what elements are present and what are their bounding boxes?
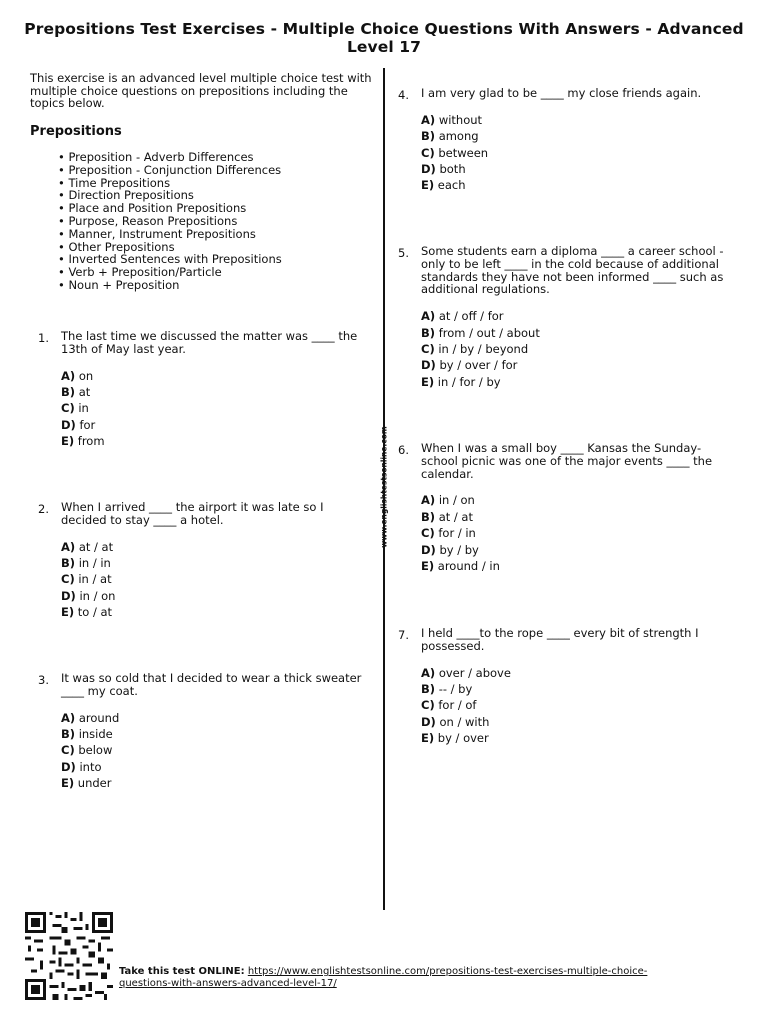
option-letter: A): [61, 368, 76, 383]
option-text: on: [78, 368, 94, 383]
option[interactable]: [421, 714, 726, 730]
question-5: [398, 244, 726, 390]
option-letter: A): [421, 665, 436, 680]
option-letter: C): [61, 743, 75, 758]
option-text: below: [78, 743, 113, 758]
option-letter: D): [61, 759, 76, 774]
option[interactable]: [61, 384, 366, 400]
option-text: on / with: [439, 714, 490, 729]
option[interactable]: [421, 112, 726, 128]
option-letter: A): [61, 710, 76, 725]
option[interactable]: [421, 730, 726, 746]
option-letter: B): [61, 556, 76, 570]
option[interactable]: [61, 400, 366, 416]
question-7: [398, 626, 726, 747]
option-text: each: [437, 178, 466, 193]
option-letter: B): [421, 509, 436, 524]
question-number: 6.: [398, 443, 409, 457]
option-text: in / in: [78, 556, 111, 570]
option-text: at / off / for: [438, 309, 504, 324]
option-letter: E): [61, 434, 75, 449]
option[interactable]: [421, 542, 726, 558]
option[interactable]: [421, 177, 726, 193]
option-text: among: [438, 129, 479, 144]
option-letter: C): [421, 698, 435, 713]
option[interactable]: [421, 145, 726, 161]
topics-list: [58, 151, 282, 292]
test-url-link[interactable]: https://www.englishtestsonline.com/prepositions-test-exercises-multiple-choice-questions-with-answers-advanced-level-17/: [119, 966, 648, 989]
option-text: in: [78, 401, 89, 416]
option[interactable]: [61, 539, 366, 555]
option-text: in / on: [79, 588, 116, 603]
option-text: at / at: [78, 539, 114, 554]
option-letter: D): [421, 162, 436, 177]
option-text: in / on: [438, 493, 475, 508]
option-letter: E): [61, 776, 75, 791]
option-letter: E): [421, 374, 435, 389]
question-3: [38, 671, 366, 792]
option-letter: B): [421, 325, 436, 340]
option[interactable]: [421, 357, 726, 373]
topic-item: • Place and Position Prepositions: [58, 202, 282, 215]
footer-label: Take this test ONLINE:: [119, 966, 245, 977]
option-letter: C): [421, 526, 435, 541]
option-letter: A): [421, 309, 436, 324]
topic-item: • Time Prepositions: [58, 177, 282, 190]
option[interactable]: [421, 525, 726, 541]
option[interactable]: [421, 308, 726, 324]
options-list: [61, 710, 366, 792]
option[interactable]: [61, 759, 366, 775]
option-letter: C): [421, 145, 435, 160]
question-2: [38, 500, 366, 621]
option[interactable]: [421, 128, 726, 144]
option-text: into: [79, 759, 102, 774]
topic-item: • Noun + Preposition: [58, 279, 282, 292]
topic-item: • Direction Prepositions: [58, 189, 282, 202]
option[interactable]: [421, 492, 726, 508]
option-text: at: [78, 385, 91, 399]
option-letter: C): [61, 572, 75, 587]
topic-item: • Other Prepositions: [58, 241, 282, 254]
option[interactable]: [421, 341, 726, 357]
option[interactable]: [61, 710, 366, 726]
question-number: 2.: [38, 502, 49, 516]
option-letter: E): [421, 731, 435, 746]
option-text: under: [77, 776, 112, 791]
question-text: I am very glad to be ____ my close friends again.: [421, 86, 702, 100]
topic-item: • Purpose, Reason Prepositions: [58, 215, 282, 228]
option-letter: C): [61, 401, 75, 416]
options-list: [61, 539, 366, 621]
option-text: -- / by: [438, 682, 473, 696]
option[interactable]: [421, 374, 726, 390]
option-letter: E): [421, 178, 435, 193]
option-letter: C): [421, 342, 435, 356]
option-text: by / over / for: [439, 358, 518, 373]
topics-heading: Prepositions: [30, 124, 122, 139]
option-letter: A): [61, 539, 76, 554]
options-list: [421, 308, 726, 390]
question-number: 3.: [38, 673, 49, 687]
option[interactable]: [61, 368, 366, 384]
option-letter: D): [421, 542, 436, 557]
option-letter: D): [61, 588, 76, 603]
option-text: from / out / about: [438, 325, 540, 340]
question-6: [398, 441, 726, 574]
question-number: 1.: [38, 331, 49, 345]
question-text: When I was a small boy ____ Kansas the Sunday-school picnic was one of the major events ____ the calendar.: [421, 441, 713, 481]
question-text: The last time we discussed the matter was ____ the 13th of May last year.: [61, 329, 358, 356]
option-text: for / in: [438, 526, 476, 541]
option-text: around: [78, 710, 120, 725]
option[interactable]: [421, 509, 726, 525]
question-text: I held ____to the rope ____ every bit of strength I possessed.: [421, 626, 699, 653]
option-text: to / at: [77, 605, 113, 620]
option-letter: A): [421, 112, 436, 127]
option-text: both: [439, 162, 466, 177]
option-text: over / above: [438, 665, 511, 680]
options-list: [421, 665, 726, 747]
option[interactable]: [421, 558, 726, 574]
intro-text: This exercise is an advanced level multiple choice test with multiple choice questions on prepositions including the topics below.: [30, 71, 372, 110]
option-letter: B): [421, 682, 436, 696]
footer-online-link: [119, 966, 679, 990]
site-watermark: www.englishtestsonline.com: [379, 426, 389, 548]
options-list: [421, 492, 726, 574]
option-letter: E): [421, 559, 435, 574]
option[interactable]: [61, 571, 366, 587]
option-text: in / at: [78, 572, 112, 587]
qr-code-icon: [25, 912, 113, 1000]
option-letter: E): [61, 605, 75, 620]
options-list: [421, 112, 726, 194]
page-title: Prepositions Test Exercises - Multiple Choice Questions With Answers - Advanced Level 17: [24, 20, 744, 56]
question-number: 4.: [398, 88, 409, 102]
question-number: 7.: [398, 628, 409, 642]
option[interactable]: [61, 588, 366, 604]
option[interactable]: [61, 775, 366, 791]
option-letter: D): [421, 358, 436, 373]
option-text: around / in: [437, 559, 500, 574]
option-text: by / over: [437, 731, 489, 746]
question-number: 5.: [398, 246, 409, 260]
option[interactable]: [61, 555, 366, 571]
question-text: When I arrived ____ the airport it was late so I decided to stay ____ a hotel.: [61, 500, 324, 527]
option-letter: D): [61, 417, 76, 432]
option-text: for / of: [438, 698, 477, 713]
option[interactable]: [421, 665, 726, 681]
option-text: at / at: [438, 509, 473, 524]
question-text: It was so cold that I decided to wear a thick sweater ____ my coat.: [61, 671, 362, 698]
question-4: [398, 86, 726, 194]
option-text: without: [438, 112, 483, 127]
option-text: inside: [78, 727, 113, 741]
option-text: for: [79, 417, 96, 432]
option-letter: B): [421, 129, 436, 144]
option-letter: A): [421, 493, 436, 508]
option-text: by / by: [439, 542, 479, 557]
option[interactable]: [421, 325, 726, 341]
topic-item: • Inverted Sentences with Prepositions: [58, 253, 282, 266]
topic-item: • Preposition - Conjunction Differences: [58, 164, 282, 177]
option-letter: D): [421, 714, 436, 729]
option-text: between: [438, 145, 489, 160]
option[interactable]: [421, 681, 726, 697]
question-text: Some students earn a diploma ____ a career school - only to be left ____ in the cold because of additional standards they have not been informed ____ such as additional regulations.: [421, 244, 724, 297]
topic-item: • Manner, Instrument Prepositions: [58, 228, 282, 241]
option-letter: B): [61, 727, 76, 741]
option-text: in / by / beyond: [438, 342, 529, 356]
option[interactable]: [61, 726, 366, 742]
options-list: [61, 368, 366, 450]
option-text: from: [77, 434, 105, 449]
option-letter: B): [61, 385, 76, 399]
option[interactable]: [421, 697, 726, 713]
option[interactable]: [61, 742, 366, 758]
topic-item: • Verb + Preposition/Particle: [58, 266, 282, 279]
topic-item: • Preposition - Adverb Differences: [58, 151, 282, 164]
option[interactable]: [61, 604, 366, 620]
option[interactable]: [61, 417, 366, 433]
option[interactable]: [421, 161, 726, 177]
question-1: [38, 329, 366, 450]
option[interactable]: [61, 433, 366, 449]
option-text: in / for / by: [437, 374, 501, 389]
